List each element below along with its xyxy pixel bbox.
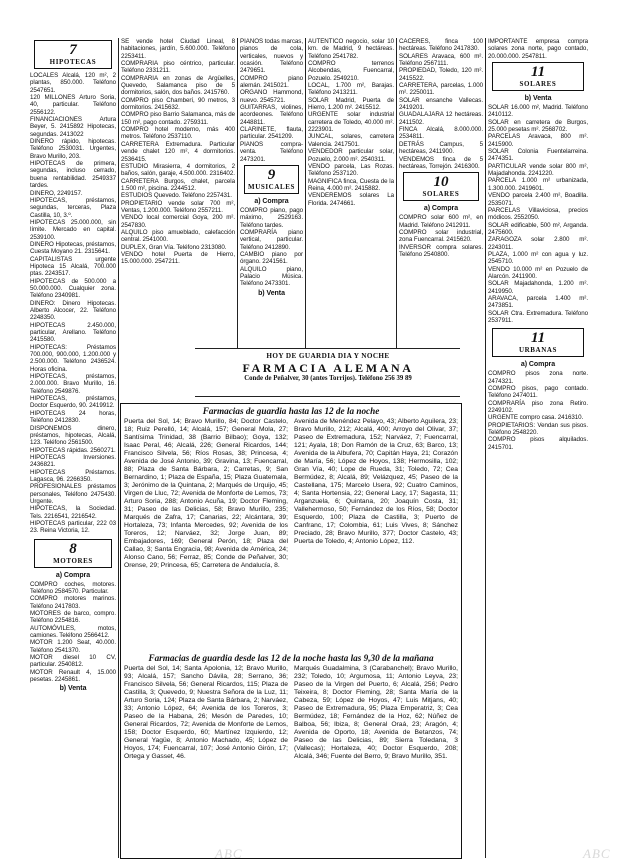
classified-ad: 120 MILLONES Arturo Soria, 40, particular. Teléfono 2556122. <box>30 94 116 116</box>
classified-ad: PROPIEDAD, Toledo, 120 m². 2415522. <box>399 67 483 82</box>
classified-ad: SOLARES Aravaca, 600 m². Teléfono 2567111. <box>399 52 483 68</box>
banner-kicker: HOY DE GUARDIA DIA Y NOCHE <box>266 352 390 360</box>
classified-ad: FINANCIACIONES Artura Beyer, 5. 2415892 Hipotecas, segundas. 2413022 <box>30 116 116 138</box>
column-rule <box>237 38 238 348</box>
banner-bottom-rule <box>195 396 460 397</box>
classified-ad: GUADALAJARA 12 hectáreas. 2411502. <box>399 111 483 126</box>
classified-ad: PROFESIONALES préstamos personales, Teléfono 2475430. Urgente. <box>30 483 116 505</box>
classified-ad: PLAZA, 1.000 m² con agua y luz. 2545710. <box>488 250 588 266</box>
classified-ad: CAMBIO piano por órgano. 2241561. <box>240 250 303 266</box>
classified-ad: COMPRO piso Chamberí, 90 metros, 3 dormitorios. 2415632. <box>121 96 235 112</box>
classified-ad: PROPIETARIOS: Vendan sus pisos. Teléfono 2548220. <box>488 421 588 437</box>
classified-ad: COMPRARIA en zonas de Argüelles, Quevedo, Salamanca piso de 5 dormitorios, salón, dos baños. 2415760. <box>121 74 235 97</box>
classified-ad: COMPRO pisos, pago contado. Teléfono 2474011. <box>488 385 588 400</box>
classified-ad: CARRETERA Extremadura. Particular vende chalet 120 m², 4 dormitorios. 2536415. <box>121 140 235 163</box>
classified-ad: CLARINETE, flauta, particular. 2541209. <box>240 126 303 141</box>
classified-ad: CAPITALISTAS urgente Hipoteca 15 Alcalá, 700.000 ptas. 2243517. <box>30 255 116 278</box>
classified-ad: COMPRARÍA piano vertical, particular. Teléfono 2412890. <box>240 228 303 251</box>
farmacia-alemana-banner <box>197 352 459 394</box>
classified-ad: INVERSOR compra solares. Teléfono 2540800. <box>399 243 483 258</box>
classified-ad: MOTOR diesel 10 CV, particular. 2540812. <box>30 654 116 669</box>
section-box-solares <box>403 172 479 201</box>
classified-ad: HIPOTECAS 2.450.000, particular, Arellano. Teléfono 2415580. <box>30 321 116 344</box>
banner-title: FARMACIA ALEMANA <box>242 361 414 375</box>
classified-ad: VENDO parcela 2.400 m², Boadilla. 2535071. <box>488 192 588 207</box>
farmacias-guardia-box <box>120 403 462 859</box>
classified-ad: URGENTE solar industrial carretera de Toledo, 40.000 m². 2223901. <box>308 111 394 134</box>
section-number: 10 <box>433 174 449 191</box>
section-number: 8 <box>69 540 77 557</box>
classified-ad: MOTORES de barco, compro. Teléfono 2254816. <box>30 610 116 625</box>
column-hipotecas <box>30 38 116 853</box>
classified-ad: CARRETERA, parcelas, 1.000 m². 2250011. <box>399 82 483 97</box>
classified-ad: VENDEMOS finca de 5 hectáreas, Torrejón. 2416300. <box>399 155 483 170</box>
classified-ad: PARTICULAR vende solar 800 m², Majadahonda. 2241220. <box>488 162 588 178</box>
column-musicales <box>240 38 303 346</box>
classified-ad: COMPRO solar industrial, zona Fuencarral. 2415620. <box>399 228 483 244</box>
classified-ad: HIPOTECAS, préstamos, Doctor Esquerdo, 90. 2419912. <box>30 395 116 410</box>
classified-ad: MAGNIFICA finca, Cuesta de la Reina, 4.000 m². 2415882. <box>308 177 394 192</box>
classified-ad: DINERO rápido, hipotecas. Teléfono 2530031. Urgentes, Bravo Murillo, 203. <box>30 138 116 160</box>
classified-ad: GUITARRAS, violines, acordeones. Teléfono 2448811. <box>240 104 303 126</box>
classified-ad: VENDO 10.000 m² en Pozuelo de Alarcón. 2411900. <box>488 265 588 280</box>
watermark: ABC <box>215 846 243 861</box>
classified-ad: CACERES, finca 100 hectáreas. Teléfono 2417830. <box>399 38 483 53</box>
classified-ad: PIANOS todas marcas, pianos de cola, verticales, nuevos y ocasión. Teléfono 2479651. <box>240 38 303 75</box>
classified-ad: PIANOS compra-venta. Teléfono 2473201. <box>240 140 303 163</box>
classified-ad: SOLAR Ctra. Extremadura. Teléfono 2537911. <box>488 309 588 324</box>
subsection-heading: a) Compra <box>55 571 91 579</box>
classified-ad: VENDEDOR particular solar, Pozuelo, 2.000 m². 2540311. <box>308 148 394 163</box>
section-box-motores <box>34 539 112 568</box>
classified-ad: HIPOTECAS Inversiones. 2436821. <box>30 453 116 469</box>
section-label: HIPOTECAS <box>49 58 97 66</box>
guardia-manana-left: Puerta del Sol, 14; Santa Apolonia, 12; Bravo Murillo, 93; Alcalá, 157; Sancho Dávila, 28; Serrano, 36; Francisco Silvela, 56; General Ricardos, 115; Plaza de Castilla, 3; Quevedo, 9; Nuestra Señora de la Luz, 11; Arturo Soria, 124; Plaza de Santa Bárbara, 2; Narváez, 33; Antonio López, 64; Avenida de los Toreros, 3; Paseo de la Habana, 26; Mesón de Paredes, 10; General Ricardos, 72; Avenida de Monforte de Lemos, 158; Doctor Esquerdo, 60; Martínez Izquierdo, 12; General Yagüe, 8; Antonio Machado, 45; López de Hoyos, 174; Fuencarral, 107; José Antonio Girón, 17; Ortega y Gasset, 46. <box>124 665 288 760</box>
classified-ad: HIPOTECAS de 500.000 a 50.000.000. Cualquier zona. Teléfono 2340981. <box>30 277 116 300</box>
banner-address: Conde de Peñalver, 30 (antes Torrijos). Teléfono 256 39 89 <box>244 375 412 382</box>
classifieds-list <box>488 104 588 324</box>
classified-ad: COMPRO pisos zona norte. 2474321. <box>488 370 588 385</box>
classified-ad: FINCA Alcalá, 8.000.000. 2534811. <box>399 126 483 141</box>
guardia-noche-left: Puerta del Sol, 14; Bravo Murillo, 84; Doctor Castelo, 18; Ruiz Perelló, 14; Alcalá, 157; General Mola, 27; Santísima Trinidad, 38 (Barrio Bilbao); Goya, 132; Isaac Peral, 46; Alcalá, 226; General Ricardos, 144; Francisco Silvela, 56; Ríos Rosas, 38; Princesa, 4; Avenida de José Antonio, 39; Gravina, 13; Fuencarral, 88; Plaza de Santa Bárbara, 2; Carretas, 9; San Bernardino, 1; Plaza de España, 15; Plaza Guatemala, 3; Jerónimo de la Quintana, 2; Marqués de Urquijo, 45; Virgen de Lluc, 72; Avenida de Monforte de Lemos, 73; Arturo Soria, 288; Antonio Acuña, 19; Doctor Fleming, 31; Paseo de las Delicias, 58; Bravo Murillo, 235; Marqués de Zafra, 17; Canarias, 22; Alcántara, 39; Hortaleza, 73; Infanta Mercedes, 92; Avenida de los Toreros, 12; Narváez, 32; Jorge Juan, 89; Embajadores, 169; General Perón, 18; Plaza del Callao, 3; Santa Engracia, 98; Avenida de América, 24; Alonso Cano, 56; Ferraz, 85; Conde de Peñalver, 30; Orense, 29; Princesa, 65; Carretera de Andalucía, 8. <box>124 418 288 569</box>
classified-ad: SOLAR 16.000 m², Madrid. Teléfono 2410112. <box>488 104 588 119</box>
classified-ad: VENDO hotel Puerta de Hierro, 15.000.000. 2547211. <box>121 250 235 266</box>
section-label: MUSICALES <box>247 182 296 191</box>
classified-ad: SOLAR en carretera de Burgos, 25.000 pesetas m². 2568702. <box>488 118 588 134</box>
classified-ad: LOCAL, 1.700 m², Barajas. Teléfono 2413211. <box>308 82 394 97</box>
guardia-manana-right: Marqués Guadalmina, 3 (Carabanchel); Bravo Murillo, 232; Toledo, 10; Argumosa, 11; Antonio Leyva, 23; Paseo de la Virgen del Puerto, 6; Alcalá, 256; Pedro Teixeira, 8; Doctor Fleming, 28; Santa María de la Cabeza, 59; López de Hoyos, 47; Luis Mitjans, 40; Paseo de Extremadura, 95; Plaza Emperatriz, 3; Cea Bermúdez, 18; Fernández de la Hoz, 62; Núñez de Balboa, 56; Ibiza, 8; General Oraá, 23; Aragón, 4; Avenida de Oporto, 18; Avenida de Betanzos, 74; Paseo de las Delicias, 89; Sierra Toledana, 3 (Vallecas); Hortaleza, 40; Doctor Esquerdo, 208; Alcalá, 346; Fuente del Berro, 9; Bravo Murillo, 351. <box>294 665 458 760</box>
section-box-solares-venta <box>492 62 584 91</box>
section-number: 7 <box>69 42 77 58</box>
classified-ad: HIPOTECAS de primera, segundas, incluso cerrado, buena rentabilidad. 2549337 tardes. <box>30 160 116 190</box>
classifieds-list <box>240 38 303 163</box>
classified-ad: ALQUILO piano, Palacio Música. Teléfono 2473301. <box>240 265 303 288</box>
classified-ad: ARAVACA, parcela 1.400 m². 2473851. <box>488 294 588 310</box>
classified-ad: IMPORTANTE empresa compra solares zona norte, pago contado, 20.000.000. 2547811. <box>488 38 588 60</box>
section-label: SOLARES <box>422 190 460 199</box>
classified-ad: DETRÁS Campus, 5 hectáreas, 2411900. <box>399 140 483 156</box>
classified-ad: SOLAR Colonia Fuentelarreina. 2474351. <box>488 148 588 163</box>
subsection-heading: a) Compra <box>254 197 289 205</box>
classified-ad: ESTUDIO Mirasierra, 4 dormitorios, 2 baños, salón, garaje, 4.500.000. 2316402. <box>121 162 235 178</box>
banner-top-rule <box>195 348 460 349</box>
classified-ad: DUPLEX, Gran Vía. Teléfono 2313080. <box>121 243 227 251</box>
column-rule <box>118 38 119 858</box>
classifieds-list <box>399 214 483 258</box>
classified-ad: COMPRARÍA piso zona Retiro. 2249102. <box>488 399 588 415</box>
classified-ad: COMPRO terrenos Alcobendas, Fuencarral, Pozuelo. 2549210. <box>308 60 394 82</box>
column-urbanas <box>488 38 588 853</box>
classified-ad: SE vende hotel Ciudad Lineal, 8 habitaciones, jardín, 5.600.000. Teléfono 2253411. <box>121 38 235 60</box>
classified-ad: ORGANO Hammond, nuevo. 2545721. <box>240 89 303 104</box>
classified-ad: MOTOR Renault 4, 15.000 pesetas. 2245861. <box>30 668 116 684</box>
classified-ad: ESTUDIOS Quevedo. Teléfono 2257431. <box>121 192 232 200</box>
classified-ad: MOTOR 1.200 Seat, 40.000. Teléfono 2541370. <box>30 639 116 654</box>
classified-ad: ALQUILO piso amueblado, calefacción central. 2541000. <box>121 228 235 244</box>
section-box-musicales <box>244 165 299 194</box>
watermark: ABC <box>583 846 611 861</box>
classified-ad: HIPOTECAS 25.000.000, sin límite. Mercado en capital. 2539100. <box>30 218 116 241</box>
classified-ad: SOLAR Majadahonda, 1.200 m². 2419950. <box>488 280 588 295</box>
classifieds-list <box>30 581 116 684</box>
guardia-title-noche: Farmacias de guardia hasta las 12 de la noche <box>202 406 380 416</box>
classifieds-list <box>488 38 588 60</box>
classified-ad: HIPOTECAS 24 horas, Teléfono 2412830. <box>30 409 116 425</box>
classified-ad: HIPOTECAS rápidas. 2560271. <box>30 446 116 454</box>
classified-ad: HIPOTECAS, préstamos, segundas, terceras, Plaza Castilla, 10, 3.º. <box>30 196 116 219</box>
subsection-heading: b) Venta <box>524 95 552 103</box>
classifieds-list <box>240 207 303 288</box>
classifieds-list <box>488 370 588 451</box>
classified-ad: COMPRO pisos alquilados. 2415701. <box>488 436 588 451</box>
section-box-urbanas <box>492 328 584 357</box>
classified-ad: HIPOTECAS, préstamos, 2.000.000. Bravo Murillo, 16. Teléfono 2549876. <box>30 373 116 395</box>
guardia-title-manana: Farmacias de guardia desde las 12 de la noche hasta las 9,30 de la mañana <box>148 653 434 663</box>
classified-ad: DINERO, 2249157. <box>30 189 83 197</box>
subsection-heading: a) Compra <box>423 205 459 213</box>
classified-ad: URGENTE compro casa. 2416310. <box>488 414 584 422</box>
classified-ad: PARCELAS Aravaca, 800 m². 2415900. <box>488 133 588 148</box>
classified-ad: VENDO local comercial Goya, 200 m². 2547830. <box>121 214 235 229</box>
classified-ad: COMPRARIA piso céntrico, particular. Teléfono 2331211. <box>121 60 235 75</box>
section-number: 11 <box>530 330 546 347</box>
classified-ad: HIPOTECAS: Préstamos 700.000, 900.000, 1.200.000 y 2.500.000. Teléfono 2436524. Horas oficina. <box>30 343 116 373</box>
section-number: 9 <box>267 166 276 183</box>
classified-ad: LOCALES Alcalá, 120 m², 2 plantas, 850.000. Teléfono 2547651. <box>30 72 116 94</box>
classified-ad: COMPRO piso Barrio Salamanca, más de 150 m², pago contado. 2759311. <box>121 111 235 126</box>
classified-ad: DISPONEMOS dinero, préstamos, hipotecas, Alcalá, 123. Teléfono 2561500. <box>30 424 116 447</box>
classified-ad: PROPIETARIO vende solar 700 m², Ventas, 1.200.000. Teléfono 2557211. <box>121 199 235 214</box>
subsection-heading: a) Compra <box>520 361 556 369</box>
classified-ad: COMPRO solar 600 m², en Madrid. Teléfono 2412911. <box>399 214 483 229</box>
classifieds-list <box>399 38 483 170</box>
classified-ad: HIPOTECAS particular, 222 03 23. Reina Victoria, 12. <box>30 519 116 535</box>
classified-ad: COMPRO piano alemán. 2415021. <box>240 74 303 90</box>
classified-ad: COMPRO piano, pago máximo, 2529163. Teléfono tardes. <box>240 206 303 229</box>
classified-ad: CARRETERA Burgos, chalet, parcela 1.500 m², piscina. 2244512. <box>121 177 235 192</box>
section-label: MOTORES <box>53 556 93 565</box>
column-solares <box>399 38 483 346</box>
subsection-heading: b) Venta <box>59 685 87 693</box>
classified-ad: JUNCAL, solares, carretera Valencia. 2417501. <box>308 133 394 148</box>
classified-ad: SOLAR edificable, 500 m², Arganda. 2475600. <box>488 221 588 236</box>
classified-ad: COMPRO coches, motores. Teléfono 2584570. Particular. <box>30 580 116 595</box>
column-pisos <box>121 38 235 346</box>
classified-ad: DINERO: Dinero Hipotecas. Alberto Alcocer, 22. Teléfono 2248350. <box>30 299 116 322</box>
section-label: SOLARES <box>519 80 557 89</box>
classifieds-list <box>308 38 394 207</box>
classified-ad: PARCELAS Villaviciosa, precios módicos. 2552050. <box>488 206 588 222</box>
classified-ad: COMPRO hotel moderno, más 400 metros. Teléfono 2537110. <box>121 126 235 141</box>
classified-ad: AUTOMÓVILES, motos, camiones. Teléfono 2566412. <box>30 624 116 640</box>
classified-ad: HIPOTECAS, la Sociedad. Tels. 2216541, 2216542. <box>30 505 116 520</box>
classified-ad: SOLAR ensanche Vallecas. 2419201. <box>399 96 483 112</box>
classified-ad: COMPRO motores marinos. Teléfono 2417803. <box>30 595 116 610</box>
section-number: 11 <box>530 64 546 81</box>
section-box-hipotecas <box>34 40 112 69</box>
subsection-heading: b) Venta <box>258 289 285 297</box>
classified-ad: DINERO Hipotecas, préstamos, Cuesta Moyano 21. 2315641. <box>30 240 116 256</box>
section-label: URBANAS <box>518 346 558 355</box>
classified-ad: ZARAGOZA solar 2.800 m². 2243011. <box>488 236 588 251</box>
column-rule <box>305 38 306 348</box>
classified-ad: PARCELA 1.000 m² urbanizada, 1.300.000. 2419601. <box>488 177 588 192</box>
classified-ad: VENDO parcela, Las Rozas. Teléfono 2537120. <box>308 162 394 178</box>
guardia-noche-right: Avenida de Menéndez Pelayo, 43; Alberto Aguilera, 23; Bravo Murillo, 212; Alcalá, 400; Arroyo del Olivar, 37; Paseo de Extremadura, 152; Narváez, 7; Fuencarral, 121; Ayala, 18; Don Ramón de la Cruz, 63; Barco, 13; Avenida de la Albufera, 70; Capitán Haya, 21; Corazón de María, 56; López de Hoyos, 138; Hermosilla, 102; Gran Vía, 40; Lope de Rueda, 31; Toledo, 72; Cea Bermúdez, 8; Alcalá, 89; Velázquez, 45; Paseo de la Castellana, 175; Marcelo Usera, 92; Cuatro Caminos, 4; Santa Hortensia, 22; General Lacy, 17; Sagasta, 11; Arganzuela, 6; Quintana, 20; Joaquín Costa, 31; Vallehermoso, 50; Fernández de los Ríos, 58; Doctor Esquerdo, 100; Plaza de Castilla, 3; Puerto de Canfranc, 17; Colombia, 61; Luis Vives, 8; Sánchez Preciado, 28; Bravo Murillo, 377; Doctor Castelo, 43; Puerta de Toledo, 4; Antonio López, 112. <box>294 418 458 545</box>
classified-ad: AUTENTICO negocio, solar 10 km. de Madrid, 9 hectáreas. Teléfono 2541782. <box>308 38 394 60</box>
classified-ad: HIPOTECAS Préstamos. Lagasca, 96. 2266350. <box>30 468 116 483</box>
classifieds-list <box>121 38 235 266</box>
classified-ad: VENDEREMOS solares La Florida. 2474661. <box>308 192 394 207</box>
classifieds-list <box>30 72 116 535</box>
column-rule <box>396 38 397 348</box>
column-rule <box>485 38 486 858</box>
column-fincas <box>308 38 394 346</box>
classified-ad: SOLAR Madrid, Puerta de Hierro, 1.200 m². 2415512. <box>308 96 394 112</box>
